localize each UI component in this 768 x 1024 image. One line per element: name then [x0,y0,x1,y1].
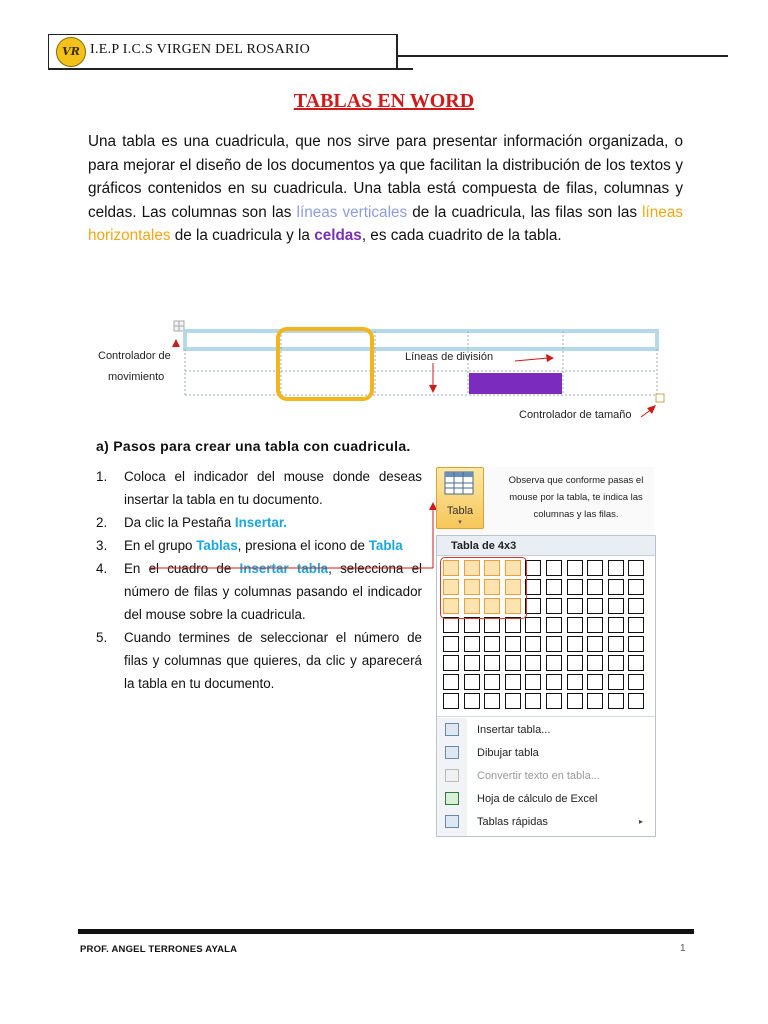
menu-item-insertar-tabla[interactable] [437,718,655,741]
grid-cell[interactable] [464,617,480,633]
grid-cell[interactable] [567,693,583,709]
grid-cell[interactable] [608,617,624,633]
grid-cell[interactable] [525,655,541,671]
grid-cell[interactable] [567,636,583,652]
table-icon [444,471,474,495]
submenu-arrow-icon: ▸ [638,817,643,826]
step-text-part: Da clic la Pestaña [124,515,235,530]
menu-item-label: Convertir texto en tabla... [477,769,600,782]
grid-cell[interactable] [587,674,603,690]
school-name: I.E.P I.C.S VIRGEN DEL ROSARIO [90,42,311,57]
grid-cell[interactable] [587,655,603,671]
section-a-heading: a) Pasos para crear una tabla con cuadricula. [96,438,411,454]
grid-cell[interactable] [525,693,541,709]
step-text-part: , selecciona el número de filas y columnas pasando el indicador del mouse sobre la cuadricula. [124,561,422,622]
grid-cell[interactable] [628,598,644,614]
menu-item-label: Hoja de cálculo de Excel [477,792,598,805]
grid-cell[interactable] [443,674,459,690]
grid-cell[interactable] [608,655,624,671]
grid-cell[interactable] [608,693,624,709]
intro-paragraph [88,130,683,248]
intro-text-4: , es cada cuadrito de la tabla. [361,227,562,245]
grid-cell[interactable] [525,674,541,690]
term-tablas: Tablas [196,538,238,553]
grid-cell[interactable] [484,693,500,709]
menu-item-tablas-rapidas[interactable] [437,810,655,833]
term-tabla: Tabla [368,538,403,553]
grid-cell[interactable] [546,674,562,690]
grid-cell[interactable] [567,579,583,595]
grid-cell[interactable] [546,617,562,633]
grid-cell[interactable] [608,598,624,614]
step-text-part: En el cuadro de [124,561,240,576]
grid-cell[interactable] [587,598,603,614]
header-rule [398,55,728,57]
grid-cell[interactable] [587,636,603,652]
grid-cell[interactable] [546,598,562,614]
grid-cell[interactable] [443,693,459,709]
tabla-button-label: Tabla [446,505,474,517]
excel-icon [445,792,459,805]
label-lineas-division: Líneas de división [405,351,494,363]
insert-table-icon [445,723,459,736]
grid-cell[interactable] [505,693,521,709]
grid-cell[interactable] [567,655,583,671]
grid-cell[interactable] [628,693,644,709]
grid-cell[interactable] [587,617,603,633]
grid-cell[interactable] [608,674,624,690]
grid-cell[interactable] [567,598,583,614]
grid-cell[interactable] [628,655,644,671]
grid-cell[interactable] [484,674,500,690]
grid-cell[interactable] [628,560,644,576]
header-underline [48,68,413,70]
school-logo: VR [56,37,86,67]
label-controlador-movimiento-1: Controlador de [98,350,171,362]
grid-cell[interactable] [628,617,644,633]
grid-cell[interactable] [505,617,521,633]
grid-cell[interactable] [546,693,562,709]
connector-arrow [150,500,450,580]
grid-cell[interactable] [608,560,624,576]
grid-cell[interactable] [628,636,644,652]
step-text: Coloca el indicador del mouse donde deseas insertar la tabla en tu documento. [124,469,422,507]
term-lineas-verticales: líneas verticales [296,203,408,221]
grid-cell[interactable] [608,636,624,652]
grid-cell[interactable] [464,655,480,671]
grid-cell[interactable] [464,693,480,709]
grid-cell[interactable] [587,693,603,709]
step-number: 5. [96,630,108,645]
step-number: 2. [96,515,108,530]
page-number: 1 [680,943,686,954]
step-text-part: En el grupo [124,538,197,553]
step-text: Cuando termines de seleccionar el número de filas y columnas que quieres, da clic y aparecerá la tabla en tu documento. [124,630,422,691]
grid-cell[interactable] [587,579,603,595]
grid-cell[interactable] [567,560,583,576]
intro-text-3: de la cuadricula y la [170,227,315,245]
selection-highlight [440,557,527,619]
grid-cell[interactable] [484,655,500,671]
menu-item-convertir-texto [437,764,655,787]
table-diagram [88,315,678,430]
menu-item-label: Insertar tabla... [477,723,551,736]
term-insertar-tabla: Insertar tabla [239,561,329,576]
grid-cell[interactable] [443,636,459,652]
menu-item-label: Dibujar tabla [477,746,539,759]
menu-item-hoja-excel[interactable] [437,787,655,810]
grid-cell[interactable] [546,579,562,595]
convert-text-icon [445,769,459,782]
step-number: 3. [96,538,108,553]
grid-cell[interactable] [567,617,583,633]
page-title: TABLAS EN WORD [293,90,475,112]
step-number: 1. [96,469,108,484]
grid-cell[interactable] [628,579,644,595]
footer-rule [78,929,694,934]
label-controlador-tamano: Controlador de tamaño [519,409,632,421]
pencil-icon [445,746,459,759]
dropdown-title: Tabla de 4x3 [437,536,655,556]
quick-tables-icon [445,815,459,828]
intro-text-2: de la cuadricula, las filas son las [407,203,643,221]
grid-cell[interactable] [505,674,521,690]
grid-cell[interactable] [546,655,562,671]
grid-cell[interactable] [567,674,583,690]
observa-note: Observa que conforme pasas el mouse por la tabla, te indica las columnas y las filas. [508,475,644,520]
grid-cell[interactable] [628,674,644,690]
grid-cell[interactable] [464,636,480,652]
grid-cell[interactable] [505,636,521,652]
menu-separator [437,716,655,717]
grid-cell[interactable] [464,674,480,690]
grid-cell[interactable] [525,636,541,652]
grid-cell[interactable] [546,636,562,652]
grid-cell[interactable] [484,617,500,633]
step-text-part: , presiona el icono de [237,538,369,553]
table-menu [437,718,655,833]
chevron-down-icon: ▾ [458,519,462,526]
grid-cell[interactable] [587,560,603,576]
grid-cell[interactable] [443,655,459,671]
term-lineas-horizontales: líneas horizontales [88,203,683,245]
step-number: 4. [96,561,108,576]
grid-cell[interactable] [505,655,521,671]
footer-author: PROF. ANGEL TERRONES AYALA [80,944,238,955]
grid-cell[interactable] [484,636,500,652]
menu-item-label: Tablas rápidas [477,815,548,828]
term-insertar: Insertar. [234,515,288,530]
grid-cell[interactable] [546,560,562,576]
grid-cell[interactable] [525,617,541,633]
intro-text-1: Una tabla es una cuadricula, que nos sirve para presentar información organizada, o para mejorar el diseño de los documentos ya que facilitan la distribución de los textos y gráficos contenidos en su cuadricula. Una tabla está compuesta de filas, columnas y celdas. Las columnas son las [88,133,683,221]
grid-cell[interactable] [525,560,541,576]
menu-item-dibujar-tabla[interactable] [437,741,655,764]
term-celdas: celdas [314,227,362,245]
grid-cell[interactable] [525,579,541,595]
grid-cell[interactable] [525,598,541,614]
grid-cell[interactable] [608,579,624,595]
label-controlador-movimiento-2: movimiento [108,371,165,383]
grid-cell[interactable] [443,617,459,633]
step-5 [96,626,422,695]
